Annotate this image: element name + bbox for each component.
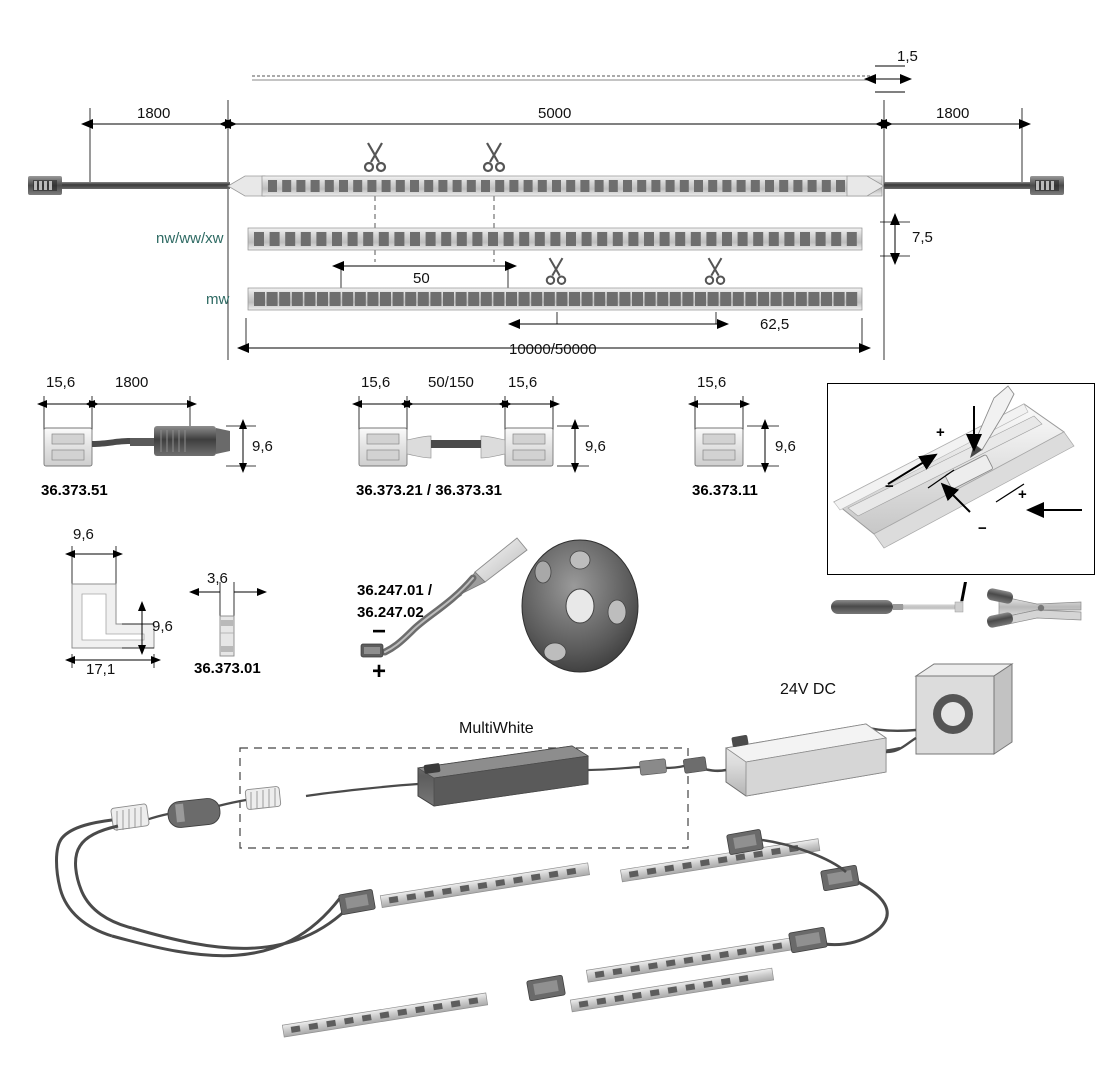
dim-cut-pitch-50: 50 — [413, 270, 430, 287]
dim-lead-left-1800: 1800 — [137, 105, 171, 122]
scissors-icon — [544, 255, 568, 287]
dim-corner-base: 17,1 — [86, 661, 116, 678]
dim-c3-height: 9,6 — [775, 438, 796, 455]
scissors-icon — [362, 140, 388, 174]
component-code-36-373-21-31: 36.373.21 / 36.373.31 — [356, 482, 502, 499]
tools-svg — [823, 580, 1093, 632]
component-code-36-373-11: 36.373.11 — [692, 482, 758, 499]
component-36-373-51 — [30, 374, 300, 503]
dim-cut-pitch-62-5: 62,5 — [760, 316, 790, 333]
label-24v-dc: 24V DC — [780, 681, 837, 698]
dim-c1-cable: 1800 — [115, 374, 149, 391]
component-code-36-247-line1: 36.247.01 / — [357, 582, 433, 599]
label-variant-mw: mw — [206, 291, 230, 308]
cut-instruction-svg — [828, 384, 1092, 572]
component-36-373-11 — [665, 374, 845, 503]
dim-corner-height: 9,6 — [152, 618, 173, 635]
top-dimension-drawing — [0, 0, 1113, 370]
label-multiwhite: MultiWhite — [459, 720, 534, 737]
scissors-icon — [481, 140, 507, 174]
component-code-36-247-line2: 36.247.02 — [357, 604, 424, 621]
dim-c4-width: 3,6 — [207, 570, 228, 587]
tool-separator: / — [960, 577, 968, 607]
component-code-36-373-51: 36.373.51 — [41, 482, 108, 499]
scissors-icon — [703, 255, 727, 287]
system-overview — [0, 660, 1113, 1080]
polarity-plus-right: + — [1018, 486, 1027, 503]
dim-total-length: 10000/50000 — [509, 341, 597, 358]
polarity-minus-left: − — [885, 478, 894, 495]
dim-strip-length-5000: 5000 — [538, 105, 572, 122]
polarity-plus-top: + — [936, 424, 945, 441]
tools-row — [823, 577, 1093, 632]
pliers-icon — [986, 587, 1081, 628]
dim-c2-height: 9,6 — [585, 438, 606, 455]
dim-thickness-1-5: 1,5 — [897, 48, 918, 65]
dim-c1-width: 15,6 — [46, 374, 76, 391]
dim-c1-height: 9,6 — [252, 438, 273, 455]
cut-instruction-panel — [827, 383, 1095, 575]
component-36-373-21-31 — [345, 374, 625, 503]
screwdriver-icon — [831, 600, 963, 614]
dim-c2-width-right: 15,6 — [508, 374, 538, 391]
polarity-minus-reel: − — [372, 618, 387, 645]
dim-c2-width-left: 15,6 — [361, 374, 391, 391]
dim-corner-width: 9,6 — [73, 526, 94, 543]
dim-c3-width: 15,6 — [697, 374, 727, 391]
system-overview-svg — [0, 660, 1113, 1080]
dim-c2-middle: 50/150 — [428, 374, 474, 391]
component-code-36-373-01: 36.373.01 — [194, 660, 261, 677]
dim-lead-right-1800: 1800 — [936, 105, 970, 122]
polarity-minus-bottom: − — [978, 520, 987, 537]
label-variant-nw-ww-xw: nw/ww/xw — [156, 230, 224, 247]
polarity-plus-reel: + — [372, 658, 387, 685]
top-drawing-svg — [0, 0, 1113, 370]
dim-height-7-5: 7,5 — [912, 229, 933, 246]
